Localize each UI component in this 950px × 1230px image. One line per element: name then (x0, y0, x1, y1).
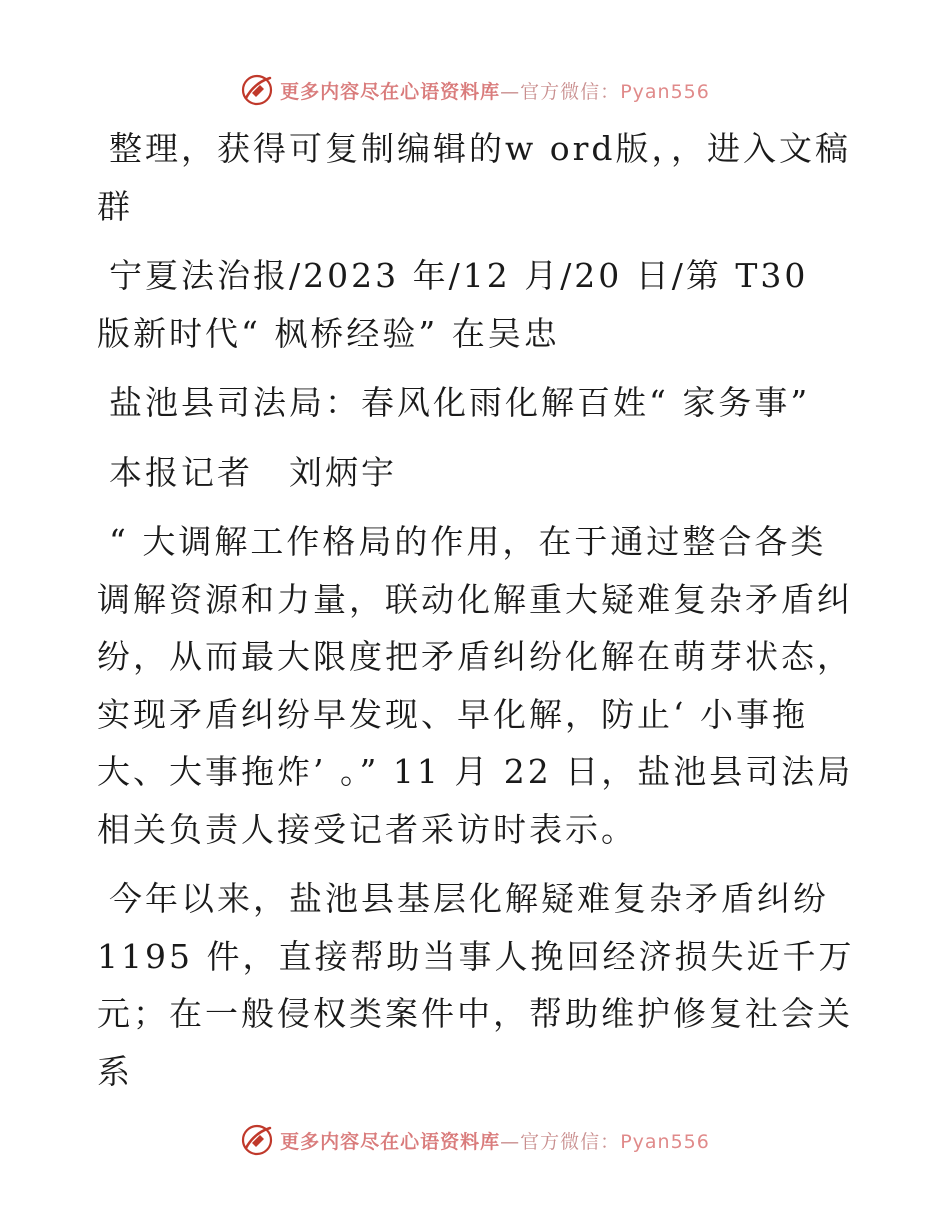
banner-wechat-id: Pyan556 (620, 80, 710, 103)
header-watermark-banner (0, 70, 950, 110)
footer-watermark-banner (0, 1120, 950, 1160)
paragraph-byline: 本报记者 刘炳宇 (109, 452, 397, 492)
banner-wechat-label: 官方微信： (520, 80, 621, 103)
banner-separator: — (500, 80, 521, 103)
banner-text (280, 77, 710, 104)
paragraph-quote: “ 大调解工作格局的作用，在于通过整合各类调解资源和力量，联动化解重大疑难复杂矛盾纠纷，从而最大限度把矛盾纠纷化解在萌芽状态，实现矛盾纠纷早发现、早化解，防止‘ 小事拖大、大事拖炸’ 。” 11 月 22 日，盐池县司法局相关负责人接受记者采访时表示。 (97, 522, 854, 849)
paragraph-intro: 整理，获得可复制编辑的w ord版，，进入文稿群 (97, 129, 852, 226)
banner-text (280, 1127, 710, 1154)
paragraph-statistics: 今年以来，盐池县基层化解疑难复杂矛盾纠纷 1195 件，直接帮助当事人挽回经济损失近千万元；在一般侵权类案件中，帮助维护修复社会关系 (97, 879, 855, 1091)
banner-main-text: 更多内容尽在心语资料库 (280, 1130, 501, 1153)
banner-wechat-id: Pyan556 (620, 1130, 710, 1153)
banner-separator: — (500, 1130, 521, 1153)
banner-wechat-label: 官方微信： (520, 1130, 621, 1153)
pen-logo-icon (240, 1123, 274, 1157)
banner-main-text: 更多内容尽在心语资料库 (280, 80, 501, 103)
paragraph-headline: 盐池县司法局：春风化雨化解百姓“ 家务事” (109, 383, 811, 422)
document-body (97, 120, 857, 1112)
pen-logo-icon (240, 73, 274, 107)
paragraph-source: 宁夏法治报/2023 年/12 月/20 日/第 T30 版新时代“ 枫桥经验” 在吴忠 (97, 256, 809, 353)
